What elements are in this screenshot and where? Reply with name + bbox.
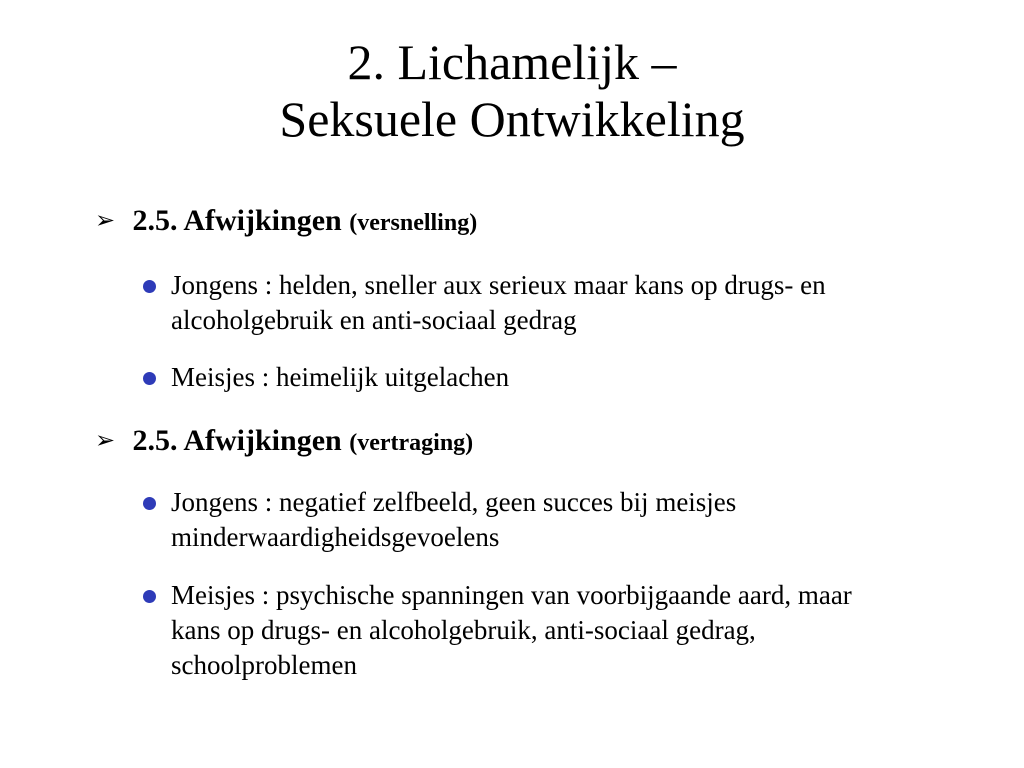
section-heading-versnelling	[95, 202, 975, 241]
section-heading-vertraging	[95, 422, 975, 461]
slide-title-line-2: Seksuele Ontwikkeling	[279, 91, 745, 147]
section-subheading: (vertraging)	[349, 430, 474, 456]
round-bullet-icon	[143, 280, 156, 293]
section-heading-text: 2.5. Afwijkingen	[132, 204, 342, 237]
list-item	[143, 485, 903, 555]
list-item	[143, 268, 903, 338]
list-item-text: Jongens : negatief zelfbeeld, geen succes bij meisjes minderwaardigheidsgevoelens	[171, 487, 737, 552]
round-bullet-icon	[143, 590, 156, 603]
slide-title-line-1: 2. Lichamelijk –	[347, 34, 677, 90]
section-heading-text: 2.5. Afwijkingen	[132, 424, 342, 457]
arrow-bullet-icon: ➢	[95, 206, 116, 234]
arrow-bullet-icon: ➢	[95, 426, 116, 454]
list-item-text: Meisjes : heimelijk uitgelachen	[171, 362, 510, 392]
list-item	[143, 360, 903, 395]
list-item	[143, 578, 903, 683]
list-item-text: Meisjes : psychische spanningen van voorbijgaande aard, maar kans op drugs- en alcoholgebruik, anti-sociaal gedrag, schoolproblemen	[171, 580, 852, 680]
round-bullet-icon	[143, 497, 156, 510]
list-item-text: Jongens : helden, sneller aux serieux maar kans op drugs- en alcoholgebruik en anti-sociaal gedrag	[171, 270, 826, 335]
round-bullet-icon	[143, 372, 156, 385]
section-subheading: (versnelling)	[349, 210, 478, 236]
